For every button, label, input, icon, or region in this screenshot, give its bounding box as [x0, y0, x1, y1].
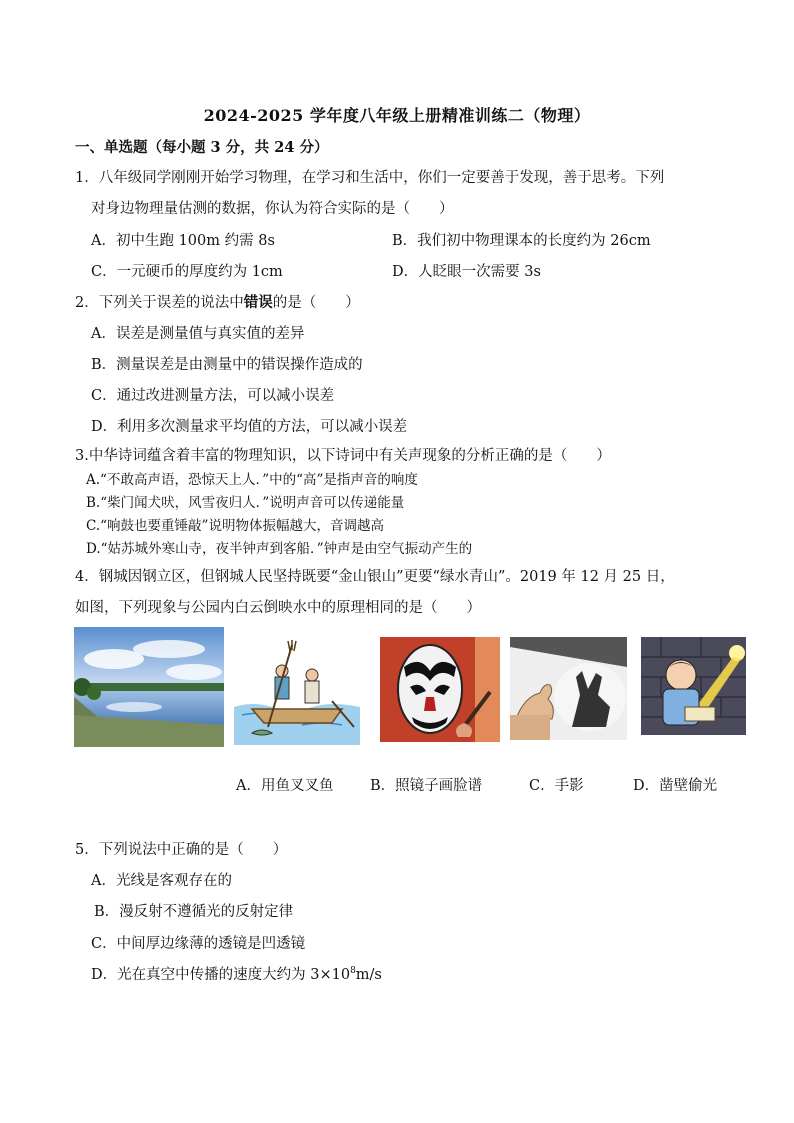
q5-stem: 5．下列说法中正确的是（ ）: [75, 842, 288, 858]
q5-option-d: [91, 963, 382, 984]
opera-mask-painting-photo: [380, 637, 500, 742]
q3-option-b: B.“柴门闻犬吠，风雪夜归人．”说明声音可以传递能量: [86, 495, 405, 511]
park-lake-photo: [74, 627, 224, 747]
q5-option-c: C．中间厚边缘薄的透镜是凹透镜: [91, 936, 306, 952]
q2-stem: [75, 291, 360, 312]
page-title: 2024-2025 学年度八年级上册精准训练二（物理）: [203, 106, 591, 125]
opera-mask-drawing: [380, 637, 500, 742]
q1-option-d: D．人眨眼一次需要 3s: [392, 264, 541, 280]
fishing-boat-illustration: [232, 637, 362, 745]
q4-option-c: C．手影: [529, 778, 584, 794]
q2-option-a: A．误差是测量值与真实值的差异: [91, 326, 305, 342]
q5-option-d-pre: D．光在真空中传播的速度大约为 3×10: [91, 967, 351, 983]
q1-option-c: C．一元硬币的厚度约为 1cm: [91, 264, 283, 280]
chiselling-wall-drawing: [641, 637, 746, 735]
q2-stem-pre: 2．下列关于误差的说法中: [75, 295, 244, 311]
chiselling-wall-illustration: [641, 637, 746, 735]
q3-option-d: D.“姑苏城外寒山寺，夜半钟声到客船．”钟声是由空气振动产生的: [86, 541, 473, 557]
q2-stem-post: 的是（ ）: [272, 295, 360, 311]
q1-stem-line2: 对身边物理量估测的数据，你认为符合实际的是（ ）: [91, 201, 454, 217]
q1-stem-line1: 1．八年级同学刚刚开始学习物理，在学习和生活中，你们一定要善于发现，善于思考。下列: [75, 170, 665, 186]
q3-option-c: C.“响鼓也要重锤敲”说明物体振幅越大，音调越高: [86, 518, 384, 534]
q2-option-b: B．测量误差是由测量中的错误操作造成的: [91, 357, 363, 373]
hand-shadow-photo: [510, 637, 627, 740]
section-heading: 一、单选题（每小题 3 分，共 24 分）: [75, 139, 329, 156]
q5-option-d-post: m/s: [355, 967, 382, 983]
q5-option-a: A．光线是客观存在的: [91, 873, 232, 889]
q5-option-b: B．漫反射不遵循光的反射定律: [94, 904, 294, 920]
q2-option-c: C．通过改进测量方法，可以减小误差: [91, 388, 335, 404]
q3-option-a: A.“不敢高声语，恐惊天上人．”中的“高”是指声音的响度: [86, 472, 418, 488]
q4-stem-line1: 4．钢城因钢立区，但钢城人民坚持既要“金山银山”更要“绿水青山”。2019 年 12 月 25 日，: [75, 569, 675, 585]
q2-stem-emphasis: 错误: [243, 294, 273, 311]
hand-shadow-drawing: [510, 637, 627, 740]
fishing-boat-drawing: [232, 637, 362, 745]
q4-option-d: D．凿壁偷光: [633, 778, 718, 794]
q4-stem-line2: 如图，下列现象与公园内白云倒映水中的原理相同的是（ ）: [75, 600, 481, 616]
q4-option-a: A．用鱼叉叉鱼: [236, 778, 334, 794]
q1-option-a: A．初中生跑 100m 约需 8s: [91, 233, 275, 249]
q3-stem: 3.中华诗词蕴含着丰富的物理知识，以下诗词中有关声现象的分析正确的是（ ）: [75, 448, 611, 464]
q5-option-d-exponent: 8: [350, 966, 356, 977]
park-lake-drawing: [74, 627, 224, 747]
q4-option-b: B．照镜子画脸谱: [370, 778, 483, 794]
q2-option-d: D．利用多次测量求平均值的方法，可以减小误差: [91, 419, 408, 435]
q1-option-b: B．我们初中物理课本的长度约为 26cm: [392, 233, 651, 249]
